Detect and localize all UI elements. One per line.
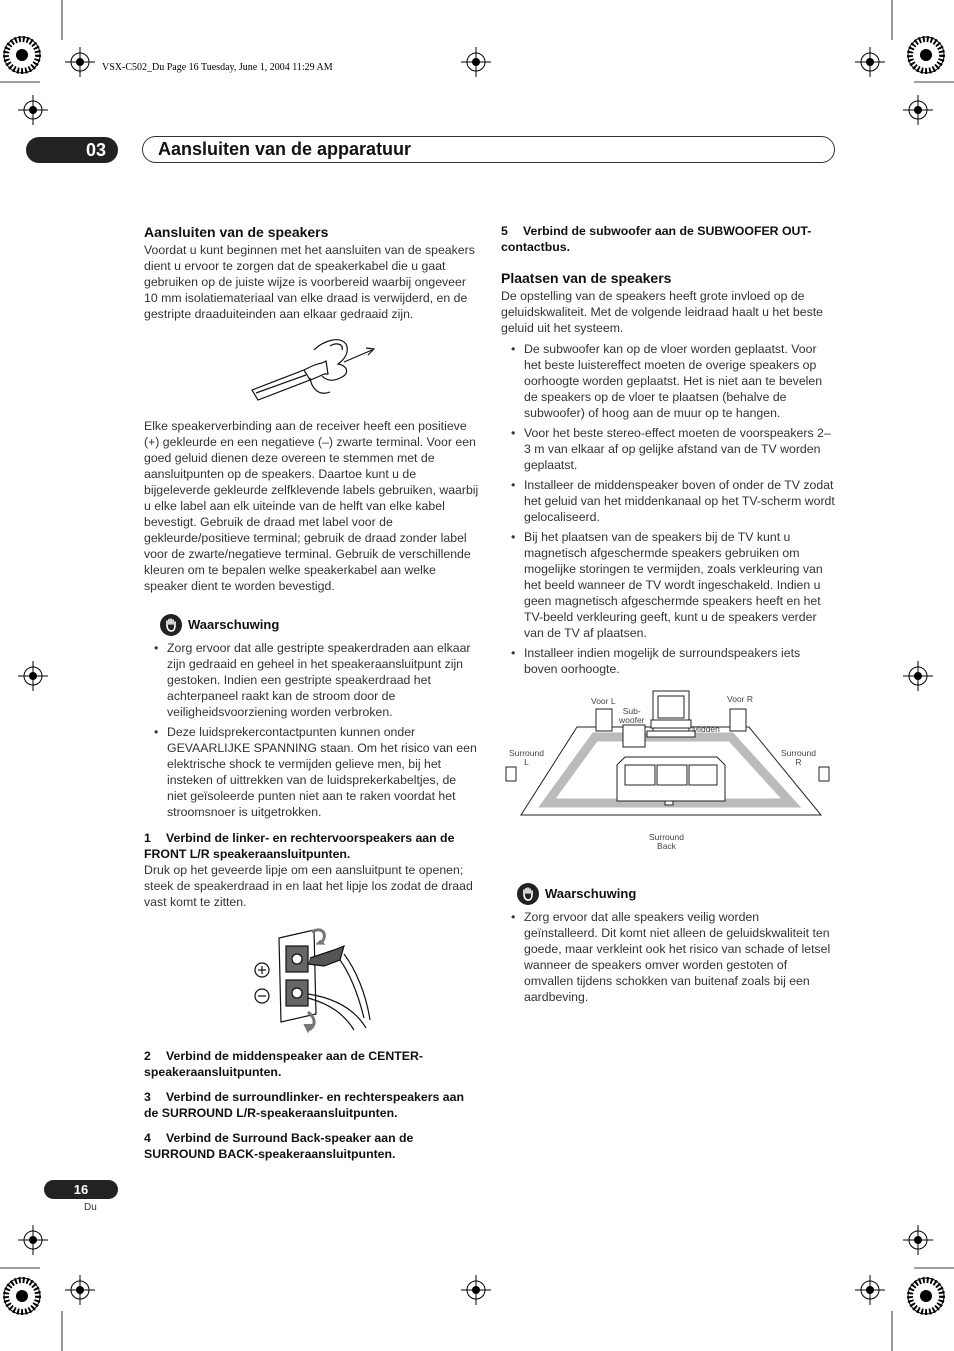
label-surround-r — [781, 749, 816, 767]
label-surround-back-line2: Back — [657, 841, 676, 851]
step-text: Verbind de subwoofer aan de SUBWOOFER OUT-contactbus. — [501, 224, 812, 254]
warning-list-right — [501, 909, 836, 1005]
terminal-paragraph: Elke speakerverbinding aan de receiver heeft een positieve (+) gekleurde en een negatieve (–) zwarte terminal. Voor een goed geluid dienen deze overeen te stemmen met de aansluitpunten op de speakers. Daartoe kunt u de bijgeleverde gekleurde zelfklevende labels gebruiken, waarbij u elke label aan elk uiteinde van de helft van elke kabel bevestigt. Gebruik de draad met label voor de gekleurde/positieve terminal; gebruik de draad zonder label voor de zwarte/negatieve terminal. Gebruik de verschillende kleuren om te bepalen welke speakerkabel aan welke speaker dient te worden bevestigd. — [144, 419, 479, 593]
label-sub-line2: woofer — [619, 715, 645, 725]
label-voor-r: Voor R — [727, 694, 753, 704]
step-text: Verbind de middenspeaker aan de CENTER-speakeraansluitpunten. — [144, 1049, 423, 1079]
step-text: Verbind de surroundlinker- en rechterspeakers aan de SURROUND L/R-speakeraansluitpunten. — [144, 1090, 464, 1120]
step-text: Verbind de Surround Back-speaker aan de SURROUND BACK-speakeraansluitpunten. — [144, 1131, 414, 1161]
chapter-title: Aansluiten van de apparatuur — [158, 139, 412, 159]
step-text: Verbind de linker- en rechtervoorspeakers aan de FRONT L/R speakeraansluitpunten. — [144, 831, 455, 861]
label-surround-r-line2: R — [795, 757, 802, 767]
step-5 — [501, 223, 836, 255]
label-surround-back — [649, 833, 684, 851]
page-language: Du — [84, 1202, 97, 1213]
chapter-number-badge: 03 — [26, 137, 118, 163]
step-number: 5 — [501, 224, 508, 238]
step-3 — [144, 1089, 479, 1121]
warning-heading-right — [517, 883, 836, 905]
warning-title-right: Waarschuwing — [545, 886, 637, 901]
placement-intro: De opstelling van de speakers heeft grote invloed op de geluidskwaliteit. Met de volgende leidraad haalt u het beste geluid uit het systeem. — [501, 289, 823, 335]
label-surround-r-line1: Surround — [781, 748, 816, 758]
list-item: • Zorg ervoor dat alle gestripte speakerdraden aan elkaar zijn gedraaid en geheel in het speakeraansluitpunt zijn gestoken. Indien een gestripte speakerdraad het achterpaneel raakt kan de stroom door de veiligheidsvoorziening worden verbroken. — [144, 640, 479, 720]
step-1-body: Druk op het geveerde lipje om een aansluitpunt te openen; steek de speakerdraad in en laat het lipje los zodat de draad vast komt te zitten. — [144, 863, 473, 909]
warning-heading-left — [160, 614, 479, 636]
step-4 — [144, 1130, 479, 1162]
warning-list-left — [144, 640, 479, 820]
print-info-line: VSX-C502_Du Page 16 Tuesday, June 1, 2004 11:29 AM — [102, 62, 333, 73]
placement-list — [501, 341, 836, 677]
section-heading-speakers: Aansluiten van de speakers — [144, 224, 329, 240]
right-column — [501, 223, 836, 1009]
list-item: • Zorg ervoor dat alle speakers veilig worden geïnstalleerd. Dit komt niet alleen de geluidskwaliteit ten goede, maar verkleint ook het risico van schade of letsel wanneer de speakers omver worden gestoten of omvallen tijdens schokken van buitenaf zoals bij een aardbeving. — [501, 909, 836, 1005]
intro-paragraph: Voordat u kunt beginnen met het aansluiten van de speakers dient u ervoor te zorgen dat de speakerkabel die u gaat gebruiken op de juiste wijze is voorbereid waarbij ongeveer 10 mm isolatiemateriaal van elke draad is verwijderd, en de gestripte draaduiteinden aan elkaar gedraaid zijn. — [144, 243, 475, 321]
label-voor-l: Voor L — [591, 696, 616, 706]
step-1 — [144, 830, 479, 862]
warning-title-left: Waarschuwing — [188, 617, 280, 632]
label-sub-line1: Sub- — [622, 706, 641, 716]
speaker-placement-diagram — [501, 685, 836, 865]
list-item: • Bij het plaatsen van de speakers bij de TV kunt u magnetisch afgeschermde speakers gebruiken om mogelijke storingen te vermijden, zoals verkleuring van het beeld wanneer de TV wordt ingeschakeld. Indien u geen magnetisch afgeschermde speakers heeft en het TV-beeld verkleuring geeft, kunt u de speakers verder van de TV af plaatsen. — [501, 529, 836, 641]
label-surround-l-line2: L — [524, 757, 529, 767]
page-number: 16 — [44, 1180, 118, 1199]
step-2 — [144, 1048, 479, 1080]
list-item: • Deze luidsprekercontactpunten kunnen onder GEVAARLIJKE SPANNING staan. Om het risico van een elektrische shock te vermijden gelieve men, bij het insteken of uittrekken van de luidsprekerkabeltjes, de niet geïsoleerde punten niet aan te raken voordat het stroomsnoer is uitgetrokken. — [144, 724, 479, 820]
stripped-wire-illustration — [144, 330, 479, 408]
label-midden: Midden — [692, 724, 720, 734]
list-item: • Installeer de middenspeaker boven of onder de TV zodat het geluid van het middenkanaal op het TV-scherm wordt gelocaliseerd. — [501, 477, 836, 525]
section-heading-placement: Plaatsen van de speakers — [501, 270, 672, 286]
step-number: 3 — [144, 1090, 151, 1104]
left-column — [144, 224, 479, 1162]
label-surround-l — [509, 749, 544, 767]
step-number: 4 — [144, 1131, 151, 1145]
list-item: • Voor het beste stereo-effect moeten de voorspeakers 2–3 m van elkaar af op gelijke afstand van de TV worden geplaatst. — [501, 425, 836, 473]
label-surround-l-line1: Surround — [509, 748, 544, 758]
label-surround-back-line1: Surround — [649, 832, 684, 842]
speaker-terminal-illustration — [144, 924, 479, 1034]
warning-hand-icon — [517, 883, 539, 905]
step-number: 2 — [144, 1049, 151, 1063]
step-number: 1 — [144, 831, 151, 845]
list-item: • Installeer indien mogelijk de surroundspeakers iets boven oorhoogte. — [501, 645, 836, 677]
warning-hand-icon — [160, 614, 182, 636]
list-item: • De subwoofer kan op de vloer worden geplaatst. Voor het beste luistereffect moeten de overige speakers op oorhoogte worden geplaatst. Het is niet aan te bevelen de speakers op de vloer te plaatsen (behalve de subwoofer) of hoog aan de muur op te hangen. — [501, 341, 836, 421]
label-sub — [619, 707, 645, 725]
